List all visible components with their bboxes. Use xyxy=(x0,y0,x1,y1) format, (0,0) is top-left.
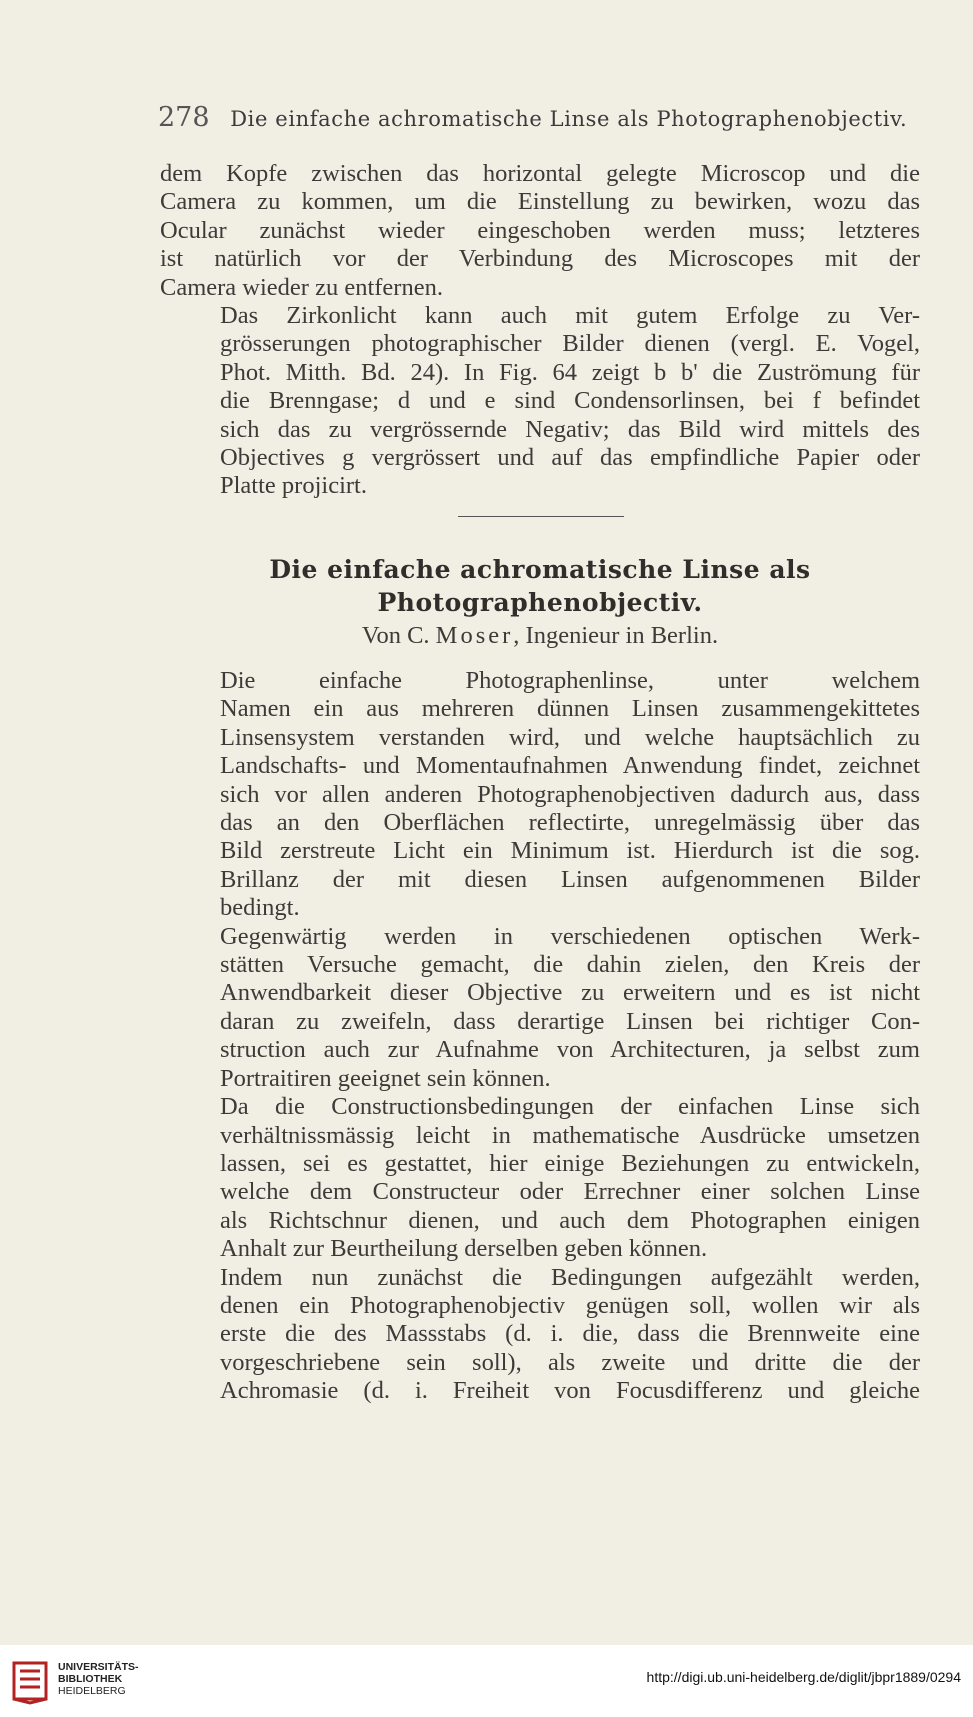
text-line: grösserungen photographischer Bilder dienen (vergl. E. Vogel, xyxy=(220,330,920,358)
text-line: lassen, sei es gestattet, hier einige Beziehungen zu entwickeln, xyxy=(220,1149,920,1177)
text-line: sich vor allen anderen Photographenobjectiven dadurch aus, dass xyxy=(220,780,920,808)
text-line: denen ein Photographenobjectiv genügen soll, wollen wir als xyxy=(220,1291,920,1319)
page-number: 278 xyxy=(158,102,210,133)
byline-prefix: Von C. xyxy=(361,622,430,649)
text-line: daran zu zweifeln, dass derartige Linsen bei richtiger Con- xyxy=(220,1007,920,1035)
library-name-line: HEIDELBERG xyxy=(58,1685,126,1697)
library-name xyxy=(58,1661,139,1697)
text-line: Anhalt zur Beurtheilung derselben geben können. xyxy=(220,1235,708,1263)
text-line: Phot. Mitth. Bd. 24). In Fig. 64 zeigt b b' die Zuströmung für xyxy=(220,358,920,386)
previous-article-text xyxy=(160,160,920,501)
article-title-line: Die einfache achromatische Linse als xyxy=(269,555,811,584)
running-header xyxy=(158,102,908,133)
text-line: als Richtschnur dienen, und auch dem Photographen einigen xyxy=(220,1206,920,1234)
text-line: die Brenngase; d und e sind Condensorlinsen, bei f befindet xyxy=(220,387,920,415)
paragraph xyxy=(160,302,920,501)
permalink-url[interactable]: http://digi.ub.uni-heidelberg.de/diglit/jbpr1889/0294 xyxy=(646,1669,961,1685)
library-name-line: BIBLIOTHEK xyxy=(58,1673,123,1685)
paragraph xyxy=(160,1264,920,1406)
text-line: ist natürlich vor der Verbindung des Microscopes mit der xyxy=(160,245,920,273)
library-seal-icon xyxy=(10,1657,50,1705)
text-line: Anwendbarkeit dieser Objective zu erweitern und es ist nicht xyxy=(220,979,920,1007)
text-line: Indem nun zunächst die Bedingungen aufgezählt werden, xyxy=(220,1263,920,1291)
text-line: Brillanz der mit diesen Linsen aufgenommenen Bilder xyxy=(220,865,920,893)
text-line: Namen ein aus mehreren dünnen Linsen zusammengekittetes xyxy=(220,695,920,723)
byline-author: Moser xyxy=(435,622,514,649)
text-line: erste die des Massstabs (d. i. die, dass die Brennweite eine xyxy=(220,1320,920,1348)
text-line: sich das zu vergrössernde Negativ; das Bild wird mittels des xyxy=(220,415,920,443)
byline xyxy=(160,622,920,650)
text-line: Linsensystem verstanden wird, und welche hauptsächlich zu xyxy=(220,723,920,751)
text-line: Portraitiren geeignet sein können. xyxy=(220,1064,551,1092)
running-title: Die einfache achromatische Linse als Photographenobjectiv. xyxy=(230,107,908,131)
paragraph xyxy=(160,923,920,1093)
text-line: welche dem Constructeur oder Errechner einer solchen Linse xyxy=(220,1178,920,1206)
text-line: Gegenwärtig werden in verschiedenen optischen Werk- xyxy=(220,922,920,950)
paragraph xyxy=(160,667,920,923)
byline-suffix: , Ingenieur in Berlin. xyxy=(513,622,719,649)
text-line: Bild zerstreute Licht ein Minimum ist. Hierdurch ist die sog. xyxy=(220,837,920,865)
article-body xyxy=(160,667,920,1406)
paragraph xyxy=(160,160,920,302)
section-divider xyxy=(458,516,624,517)
text-line: Achromasie (d. i. Freiheit von Focusdifferenz und gleiche xyxy=(220,1377,920,1405)
text-line: struction auch zur Aufnahme von Architecturen, ja selbst zum xyxy=(220,1036,920,1064)
text-line: Landschafts- und Momentaufnahmen Anwendung findet, zeichnet xyxy=(220,752,920,780)
text-line: Camera wieder zu entfernen. xyxy=(160,273,443,301)
text-line: dem Kopfe zwischen das horizontal gelegte Microscop und die xyxy=(160,160,920,187)
library-name-line: UNIVERSITÄTS- xyxy=(58,1661,139,1673)
text-line: Camera zu kommen, um die Einstellung zu bewirken, wozu das xyxy=(160,188,920,216)
library-footer xyxy=(0,1645,973,1717)
text-line: verhältnissmässig leicht in mathematische Ausdrücke umsetzen xyxy=(220,1121,920,1149)
text-line: Ocular zunächst wieder eingeschoben werden muss; letzteres xyxy=(160,216,920,244)
text-line: Das Zirkonlicht kann auch mit gutem Erfolge zu Ver- xyxy=(220,302,920,330)
text-line: Da die Constructionsbedingungen der einfachen Linse sich xyxy=(220,1093,920,1121)
paragraph xyxy=(160,1093,920,1263)
text-line: Die einfache Photographenlinse, unter welchem xyxy=(220,667,920,694)
article-title-line: Photographenobjectiv. xyxy=(377,588,703,617)
text-line: stätten Versuche gemacht, die dahin zielen, den Kreis der xyxy=(220,951,920,979)
text-line: Objectives g vergrössert und auf das empfindliche Papier oder xyxy=(220,444,920,472)
text-line: das an den Oberflächen reflectirte, unregelmässig über das xyxy=(220,809,920,837)
text-line: Platte projicirt. xyxy=(220,472,367,500)
article-title xyxy=(160,553,920,619)
text-line: vorgeschriebene sein soll), als zweite und dritte die der xyxy=(220,1348,920,1376)
text-line: bedingt. xyxy=(220,894,300,922)
